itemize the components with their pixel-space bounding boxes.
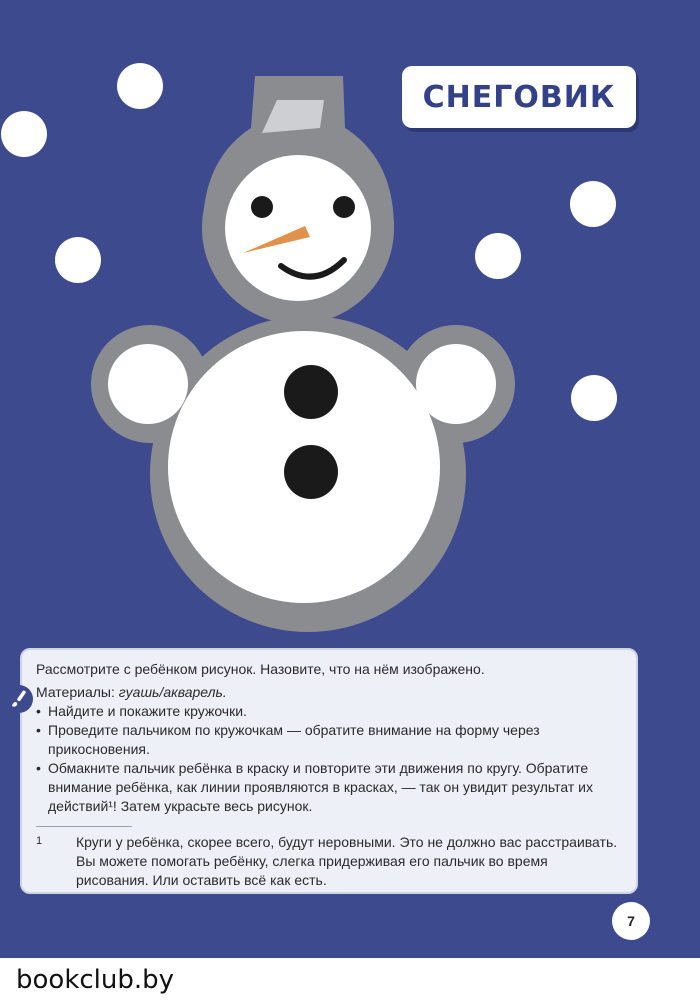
- coat-button: [284, 445, 338, 499]
- materials-label: Материалы:: [36, 684, 115, 700]
- list-item: • Обмакните пальчик ребёнка в краску и повторите эти движения по кругу. Обратите внимание ребёнка, как линии проявляются в красках, — так он увидит результат их действий¹! Затем украсьте весь рисунок.: [36, 759, 620, 816]
- intro-text: Рассмотрите с ребёнком рисунок. Назовите, что на нём изображено.: [36, 661, 485, 677]
- instructions-box: [20, 648, 638, 894]
- footnote-divider: [36, 826, 132, 827]
- snowflake-dot: [570, 181, 616, 227]
- list-item: • Проведите пальчиком по кружочкам — обратите внимание на форму через прикосновения.: [36, 721, 620, 759]
- snowflake-dot: [571, 375, 617, 421]
- footnote-mark: 1: [36, 835, 43, 847]
- coat-button: [284, 365, 338, 419]
- snowflake-dot: [117, 63, 163, 109]
- left-hand: [108, 344, 188, 424]
- snowman-head: [225, 155, 371, 301]
- title-box: [402, 66, 636, 128]
- snowflake-dot: [55, 237, 101, 283]
- brand-watermark: bookclub.by: [16, 964, 175, 995]
- materials-value: гуашь/акварель.: [118, 684, 227, 700]
- footnote: [36, 833, 620, 890]
- left-eye: [251, 196, 273, 218]
- page-title: СНЕГОВИК: [422, 79, 616, 115]
- footnote-text: Круги у ребёнка, скорее всего, будут неровными. Это не должно вас расстраивать. Вы можете помогать ребёнку, слегка придерживая его пальчик во время рисования. Или оставить всё как есть.: [76, 834, 618, 888]
- page-number: 7: [612, 902, 650, 940]
- steps-list: [36, 702, 620, 816]
- list-item: • Найдите и покажите кружочки.: [36, 702, 620, 721]
- paintbrush-icon: [4, 684, 34, 714]
- materials-line: [36, 683, 620, 702]
- right-eye: [333, 196, 355, 218]
- snowflake-dot: [475, 233, 521, 279]
- snowflake-dot: [1, 111, 47, 157]
